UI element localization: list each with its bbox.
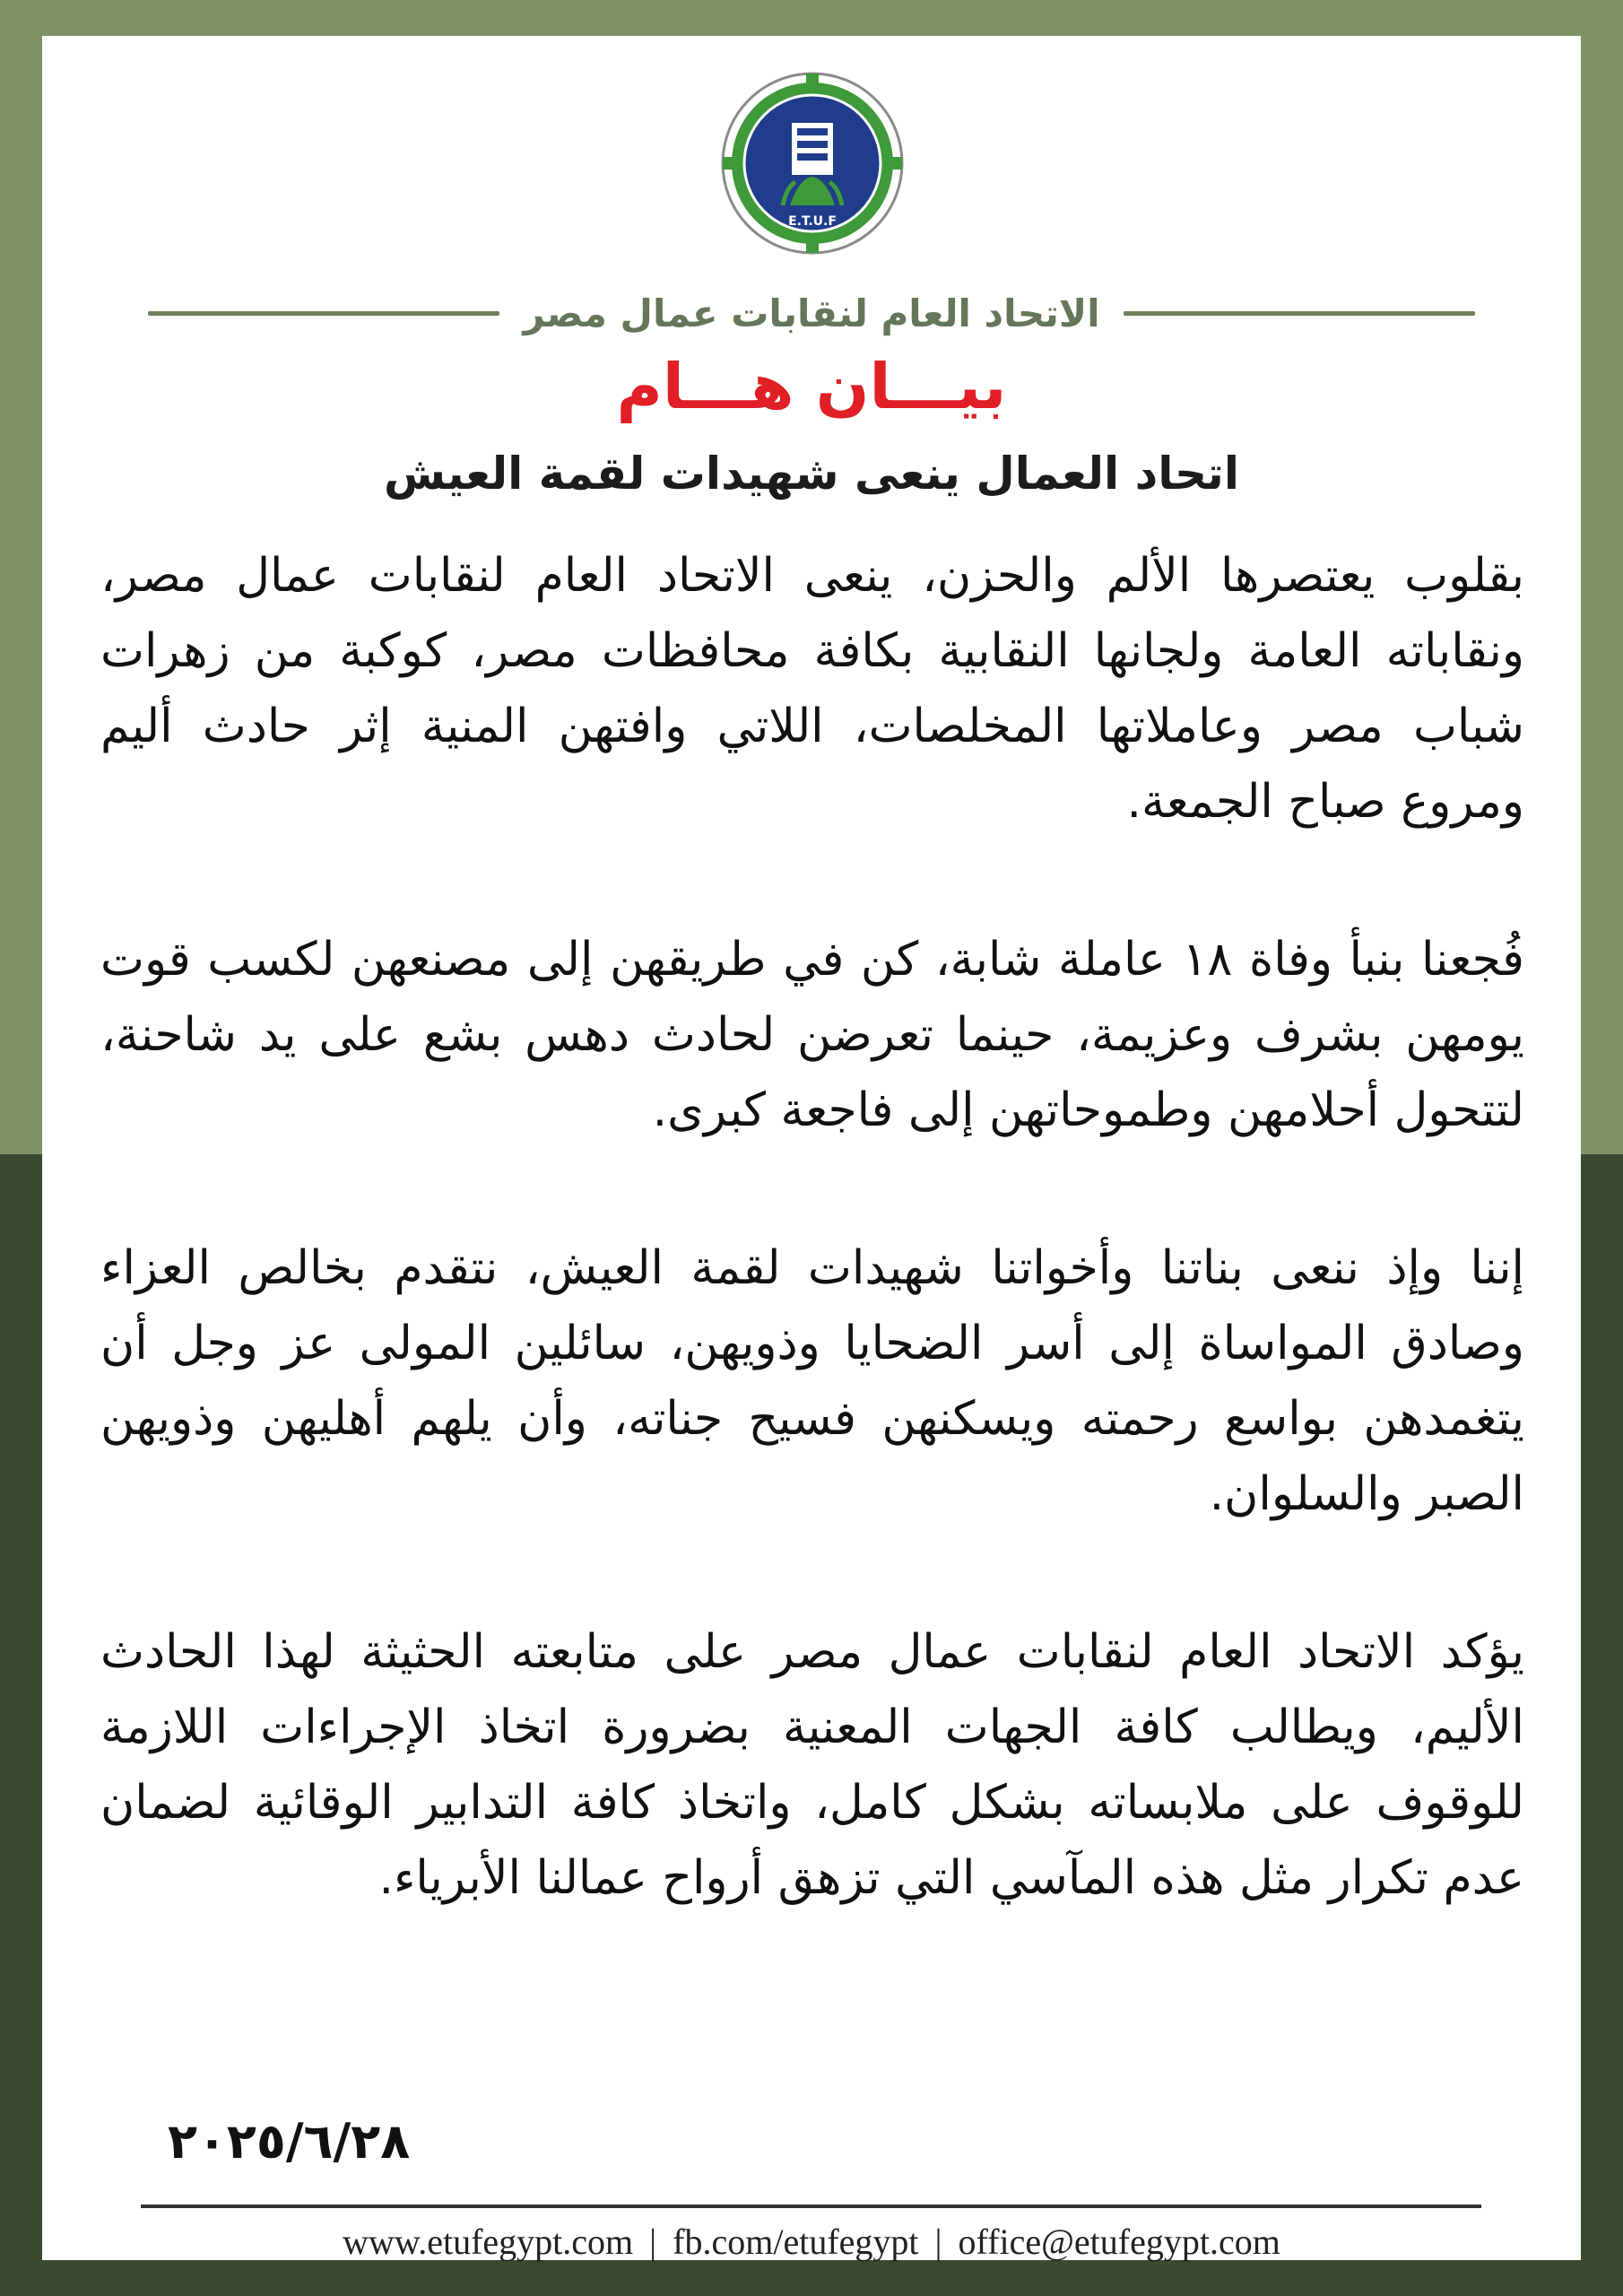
etuf-logo — [720, 71, 905, 256]
email-link[interactable]: office@etufegypt.com — [958, 2222, 1280, 2262]
headline: اتحاد العمال ينعى شهيدات لقمة العيش — [384, 448, 1239, 500]
statement-title: بيـــان هـــام — [616, 350, 1007, 423]
footer-divider — [141, 2205, 1481, 2208]
paragraph-4: يؤكد الاتحاد العام لنقابات عمال مصر على متابعته الحثيثة لهذا الحادث الأليم، ويطالب كافة الجهات المعنية بضرورة اتخاذ الإجراءات اللازمة للوقوف على ملابساته بشكل كامل، واتخاذ كافة التدابير الوقائية لضمان عدم تكرار مثل هذه المآسي التي تزهق أرواح عمالنا الأبرياء. — [100, 1625, 1524, 1905]
divider-line-left — [148, 311, 499, 316]
org-name: الاتحاد العام لنقابات عمال مصر — [523, 291, 1100, 335]
org-header — [148, 282, 1475, 344]
statement-date: ٢٠٢٥/٦/٢٨ — [168, 2113, 411, 2170]
facebook-link[interactable]: fb.com/etufegypt — [673, 2222, 919, 2262]
svg-text:E.T.U.F: E.T.U.F — [788, 214, 837, 229]
statement-body — [100, 538, 1524, 1998]
footer-separator: | — [934, 2222, 942, 2262]
paragraph-2: فُجعنا بنبأ وفاة ١٨ عاملة شابة، كن في طريقهن إلى مصنعهن لكسب قوت يومهن بشرف وعزيمة، حينما تعرضن لحادث دهس بشع على يد شاحنة، لتتحول أحلامهن وطموحاتهن إلى فاجعة كبرى. — [100, 933, 1525, 1137]
footer-contacts — [42, 2221, 1581, 2263]
paragraph-1: بقلوب يعتصرها الألم والحزن، ينعى الاتحاد العام لنقابات عمال مصر، ونقاباته العامة ولجانها النقابية بكافة محافظات مصر، كوكبة من زهرات شباب مصر وعاملاتها المخلصات، اللاتي وافتهن المنية إثر حادث أليم ومروع صباح الجمعة. — [100, 549, 1524, 829]
statement-page — [42, 36, 1581, 2260]
website-link[interactable]: www.etufegypt.com — [343, 2222, 634, 2262]
footer-separator: | — [649, 2222, 657, 2262]
paragraph-3: إننا وإذ ننعى بناتنا وأخواتنا شهيدات لقمة العيش، نتقدم بخالص العزاء وصادق المواساة إلى أسر الضحايا وذويهن، سائلين المولى عز وجل أن يتغمدهن بواسع رحمته ويسكنهن فسيح جناته، وأن يلهم أهليهن وذويهن الصبر والسلوان. — [100, 1241, 1524, 1521]
divider-line-right — [1124, 311, 1475, 316]
